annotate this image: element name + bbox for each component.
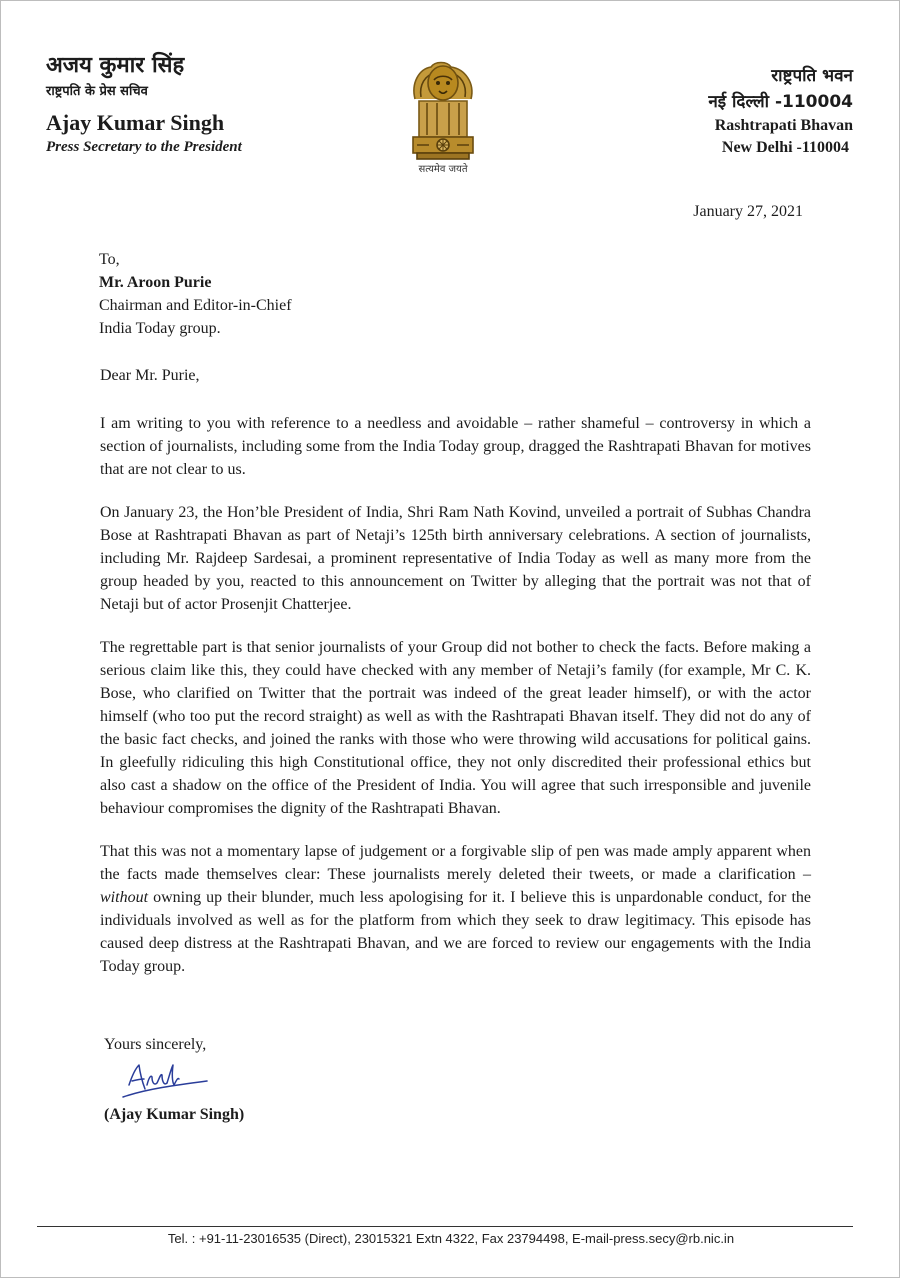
recipient-organisation: India Today group. (99, 320, 221, 337)
address-hindi-line2: नई दिल्ली -110004 (708, 92, 853, 112)
sender-letterhead (46, 53, 242, 157)
salutation: Dear Mr. Purie, (100, 367, 200, 384)
body-paragraph-4-emphasis: without (100, 889, 149, 906)
closing: Yours sincerely, (104, 1036, 207, 1053)
sender-title: Press Secretary to the President (46, 139, 242, 155)
body-paragraph-4-part-2: owning up their blunder, much less apologising for it. I believe this is unpardonable conduct, for the individuals involved as well as for the platform from which they seek to draw legitimacy. This episode has caused deep distress at the Rashtrapati Bhavan, and we are forced to review our engagements with the India Today group. (100, 889, 811, 975)
recipient-block (99, 248, 292, 340)
handwritten-signature-icon (121, 1059, 216, 1105)
recipient-name: Mr. Aroon Purie (99, 274, 212, 291)
address-hindi-line1: राष्ट्रपति भवन (771, 66, 853, 86)
sender-name: Ajay Kumar Singh (46, 110, 225, 135)
footer-divider (37, 1226, 853, 1227)
body-paragraph-4 (100, 840, 811, 978)
address-english-line1: Rashtrapati Bhavan (714, 117, 853, 134)
sender-title-hindi: राष्ट्रपति के प्रेस सचिव (46, 84, 148, 99)
letter-body (100, 412, 811, 998)
office-address (708, 63, 853, 159)
recipient-designation: Chairman and Editor-in-Chief (99, 297, 292, 314)
recipient-to: To, (99, 251, 120, 268)
body-paragraph-2: On January 23, the Hon’ble President of India, Shri Ram Nath Kovind, unveiled a portrait of Subhas Chandra Bose at Rashtrapati Bhavan as part of Netaji’s 125th birth anniversary celebrations. A section of journalists, including Mr. Rajdeep Sardesai, a prominent representative of India Today as well as many more from the group headed by you, reacted to this announcement on Twitter by alleging that the portrait was not that of Netaji but of actor Prosenjit Chatterjee. (100, 504, 811, 613)
signatory-name: (Ajay Kumar Singh) (104, 1106, 245, 1123)
body-paragraph-3: The regrettable part is that senior journalists of your Group did not bother to check the facts. Before making a serious claim like this, they could have checked with any member of Netaji’s family (for example, Mr C. K. Bose, who clarified on Twitter that the portrait was indeed of the great leader himself), or with the actor himself (who too put the record straight) as well as with the Rashtrapati Bhavan itself. They did not do any of the basic fact checks, and joined the ranks with those who were throwing wild accusations for political gains. In gleefully ridiculing this high Constitutional office, they not only discredited their professional ethics but also cast a shadow on the office of the President of India. You will agree that such irresponsible and juvenile behaviour compromises the dignity of the Rashtrapati Bhavan. (100, 639, 811, 817)
emblem-motto: सत्यमेव जयते (418, 164, 468, 175)
address-english-line2: New Delhi -110004 (721, 139, 849, 156)
footer-contact: Tel. : +91-11-23016535 (Direct), 23015321 Extn 4322, Fax 23794498, E-mail-press.secy@rb.nic.in (167, 1231, 735, 1246)
letter-date: January 27, 2021 (693, 203, 803, 220)
sender-name-hindi: अजय कुमार सिंह (46, 53, 185, 78)
body-paragraph-1: I am writing to you with reference to a needless and avoidable – rather shameful – controversy in which a section of journalists, including some from the India Today group, dragged the Rashtrapati Bhavan for motives that are not clear to us. (100, 415, 811, 478)
body-paragraph-4-part-1: That this was not a momentary lapse of judgement or a forgivable slip of pen was made amply apparent when the facts made themselves clear: These journalists merely deleted their tweets, or made a clarification – (100, 843, 811, 883)
national-emblem (401, 53, 485, 181)
